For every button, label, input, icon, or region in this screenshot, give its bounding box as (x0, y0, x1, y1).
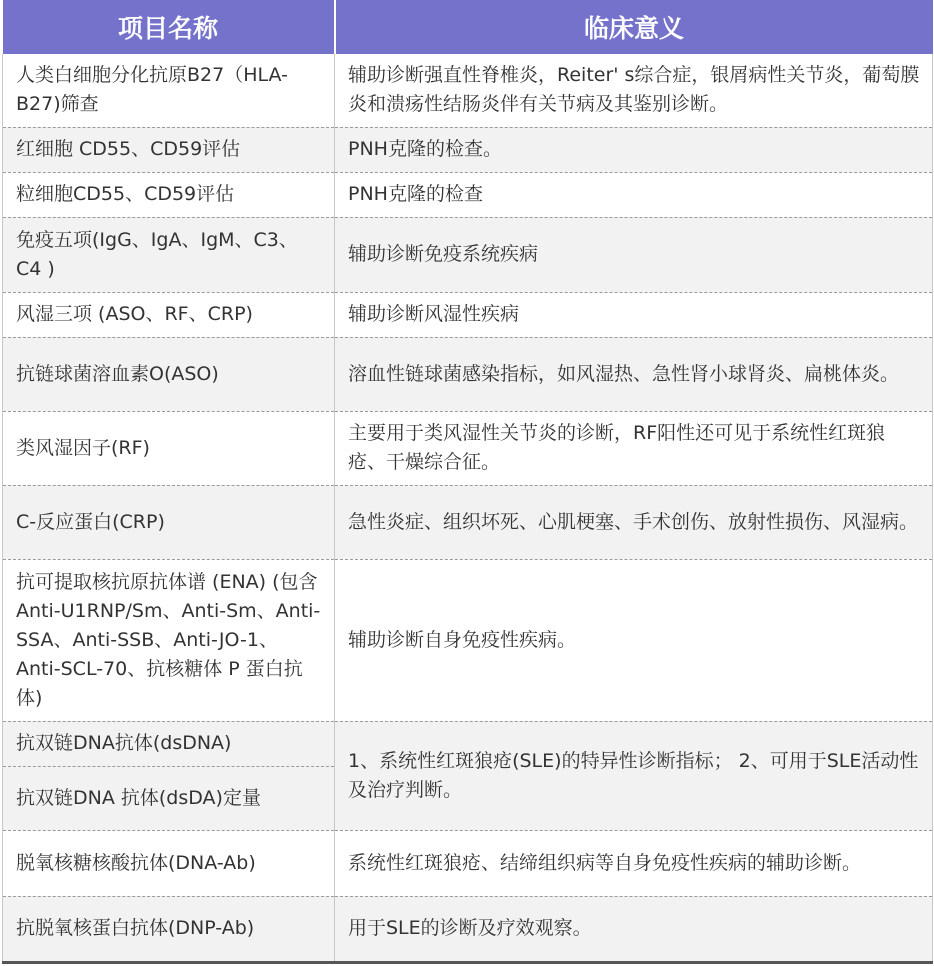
item-name-cell: 人类白细胞分化抗原B27（HLA-B27)筛查 (3, 54, 335, 127)
clinical-meaning-cell: PNH克隆的检查 (335, 172, 933, 217)
column-header-item-name: 项目名称 (3, 0, 335, 54)
table-row (3, 217, 933, 292)
item-name-cell: 类风湿因子(RF) (3, 411, 335, 485)
item-name-cell: 脱氧核糖核酸抗体(DNA-Ab) (3, 830, 335, 896)
clinical-meaning-cell: 辅助诊断免疫系统疾病 (335, 217, 933, 292)
table-row (3, 127, 933, 172)
clinical-meaning-cell: 辅助诊断强直性脊椎炎，Reiter' s综合症，银屑病性关节炎，葡萄膜炎和溃疡性结肠炎伴有关节病及其鉴别诊断。 (335, 54, 933, 127)
table-row (3, 485, 933, 559)
item-name-cell: 免疫五项(IgG、IgA、IgM、C3、C4 ) (3, 217, 335, 292)
clinical-meaning-cell: 用于SLE的诊断及疗效观察。 (335, 896, 933, 962)
item-name-cell: C-反应蛋白(CRP) (3, 485, 335, 559)
item-name-cell: 抗可提取核抗原抗体谱 (ENA) (包含Anti-U1RNP/Sm、Anti-Sm、Anti-SSA、Anti-SSB、Anti-JO-1、Anti-SCL-70、抗核糖体 P 蛋白抗体) (3, 559, 335, 721)
item-name-cell: 抗脱氧核蛋白抗体(DNP-Ab) (3, 896, 335, 962)
table-header-row (3, 0, 933, 54)
item-name-cell: 抗双链DNA 抗体(dsDA)定量 (3, 766, 335, 830)
table-row (3, 337, 933, 411)
item-name-cell: 抗双链DNA抗体(dsDNA) (3, 721, 335, 766)
clinical-meaning-cell: 1、系统性红斑狼疮(SLE)的特异性诊断指标； 2、可用于SLE活动性及治疗判断。 (335, 721, 933, 830)
clinical-meaning-cell: 溶血性链球菌感染指标，如风湿热、急性肾小球肾炎、扁桃体炎。 (335, 337, 933, 411)
table-row (3, 172, 933, 217)
clinical-meaning-cell: 辅助诊断自身免疫性疾病。 (335, 559, 933, 721)
table-row (3, 896, 933, 962)
clinical-test-table (2, 0, 933, 964)
clinical-meaning-cell: 系统性红斑狼疮、结缔组织病等自身免疫性疾病的辅助诊断。 (335, 830, 933, 896)
table-row (3, 559, 933, 721)
item-name-cell: 抗链球菌溶血素O(ASO) (3, 337, 335, 411)
column-header-clinical-significance: 临床意义 (335, 0, 933, 54)
clinical-meaning-cell: 急性炎症、组织坏死、心肌梗塞、手术创伤、放射性损伤、风湿病。 (335, 485, 933, 559)
table-row (3, 54, 933, 127)
table-row (3, 721, 933, 766)
item-name-cell: 风湿三项 (ASO、RF、CRP) (3, 292, 335, 337)
item-name-cell: 粒细胞CD55、CD59评估 (3, 172, 335, 217)
table-row (3, 830, 933, 896)
table-row (3, 411, 933, 485)
clinical-meaning-cell: 辅助诊断风湿性疾病 (335, 292, 933, 337)
clinical-meaning-cell: 主要用于类风湿性关节炎的诊断，RF阳性还可见于系统性红斑狼疮、干燥综合征。 (335, 411, 933, 485)
clinical-meaning-cell: PNH克隆的检查。 (335, 127, 933, 172)
item-name-cell: 红细胞 CD55、CD59评估 (3, 127, 335, 172)
table-row (3, 292, 933, 337)
